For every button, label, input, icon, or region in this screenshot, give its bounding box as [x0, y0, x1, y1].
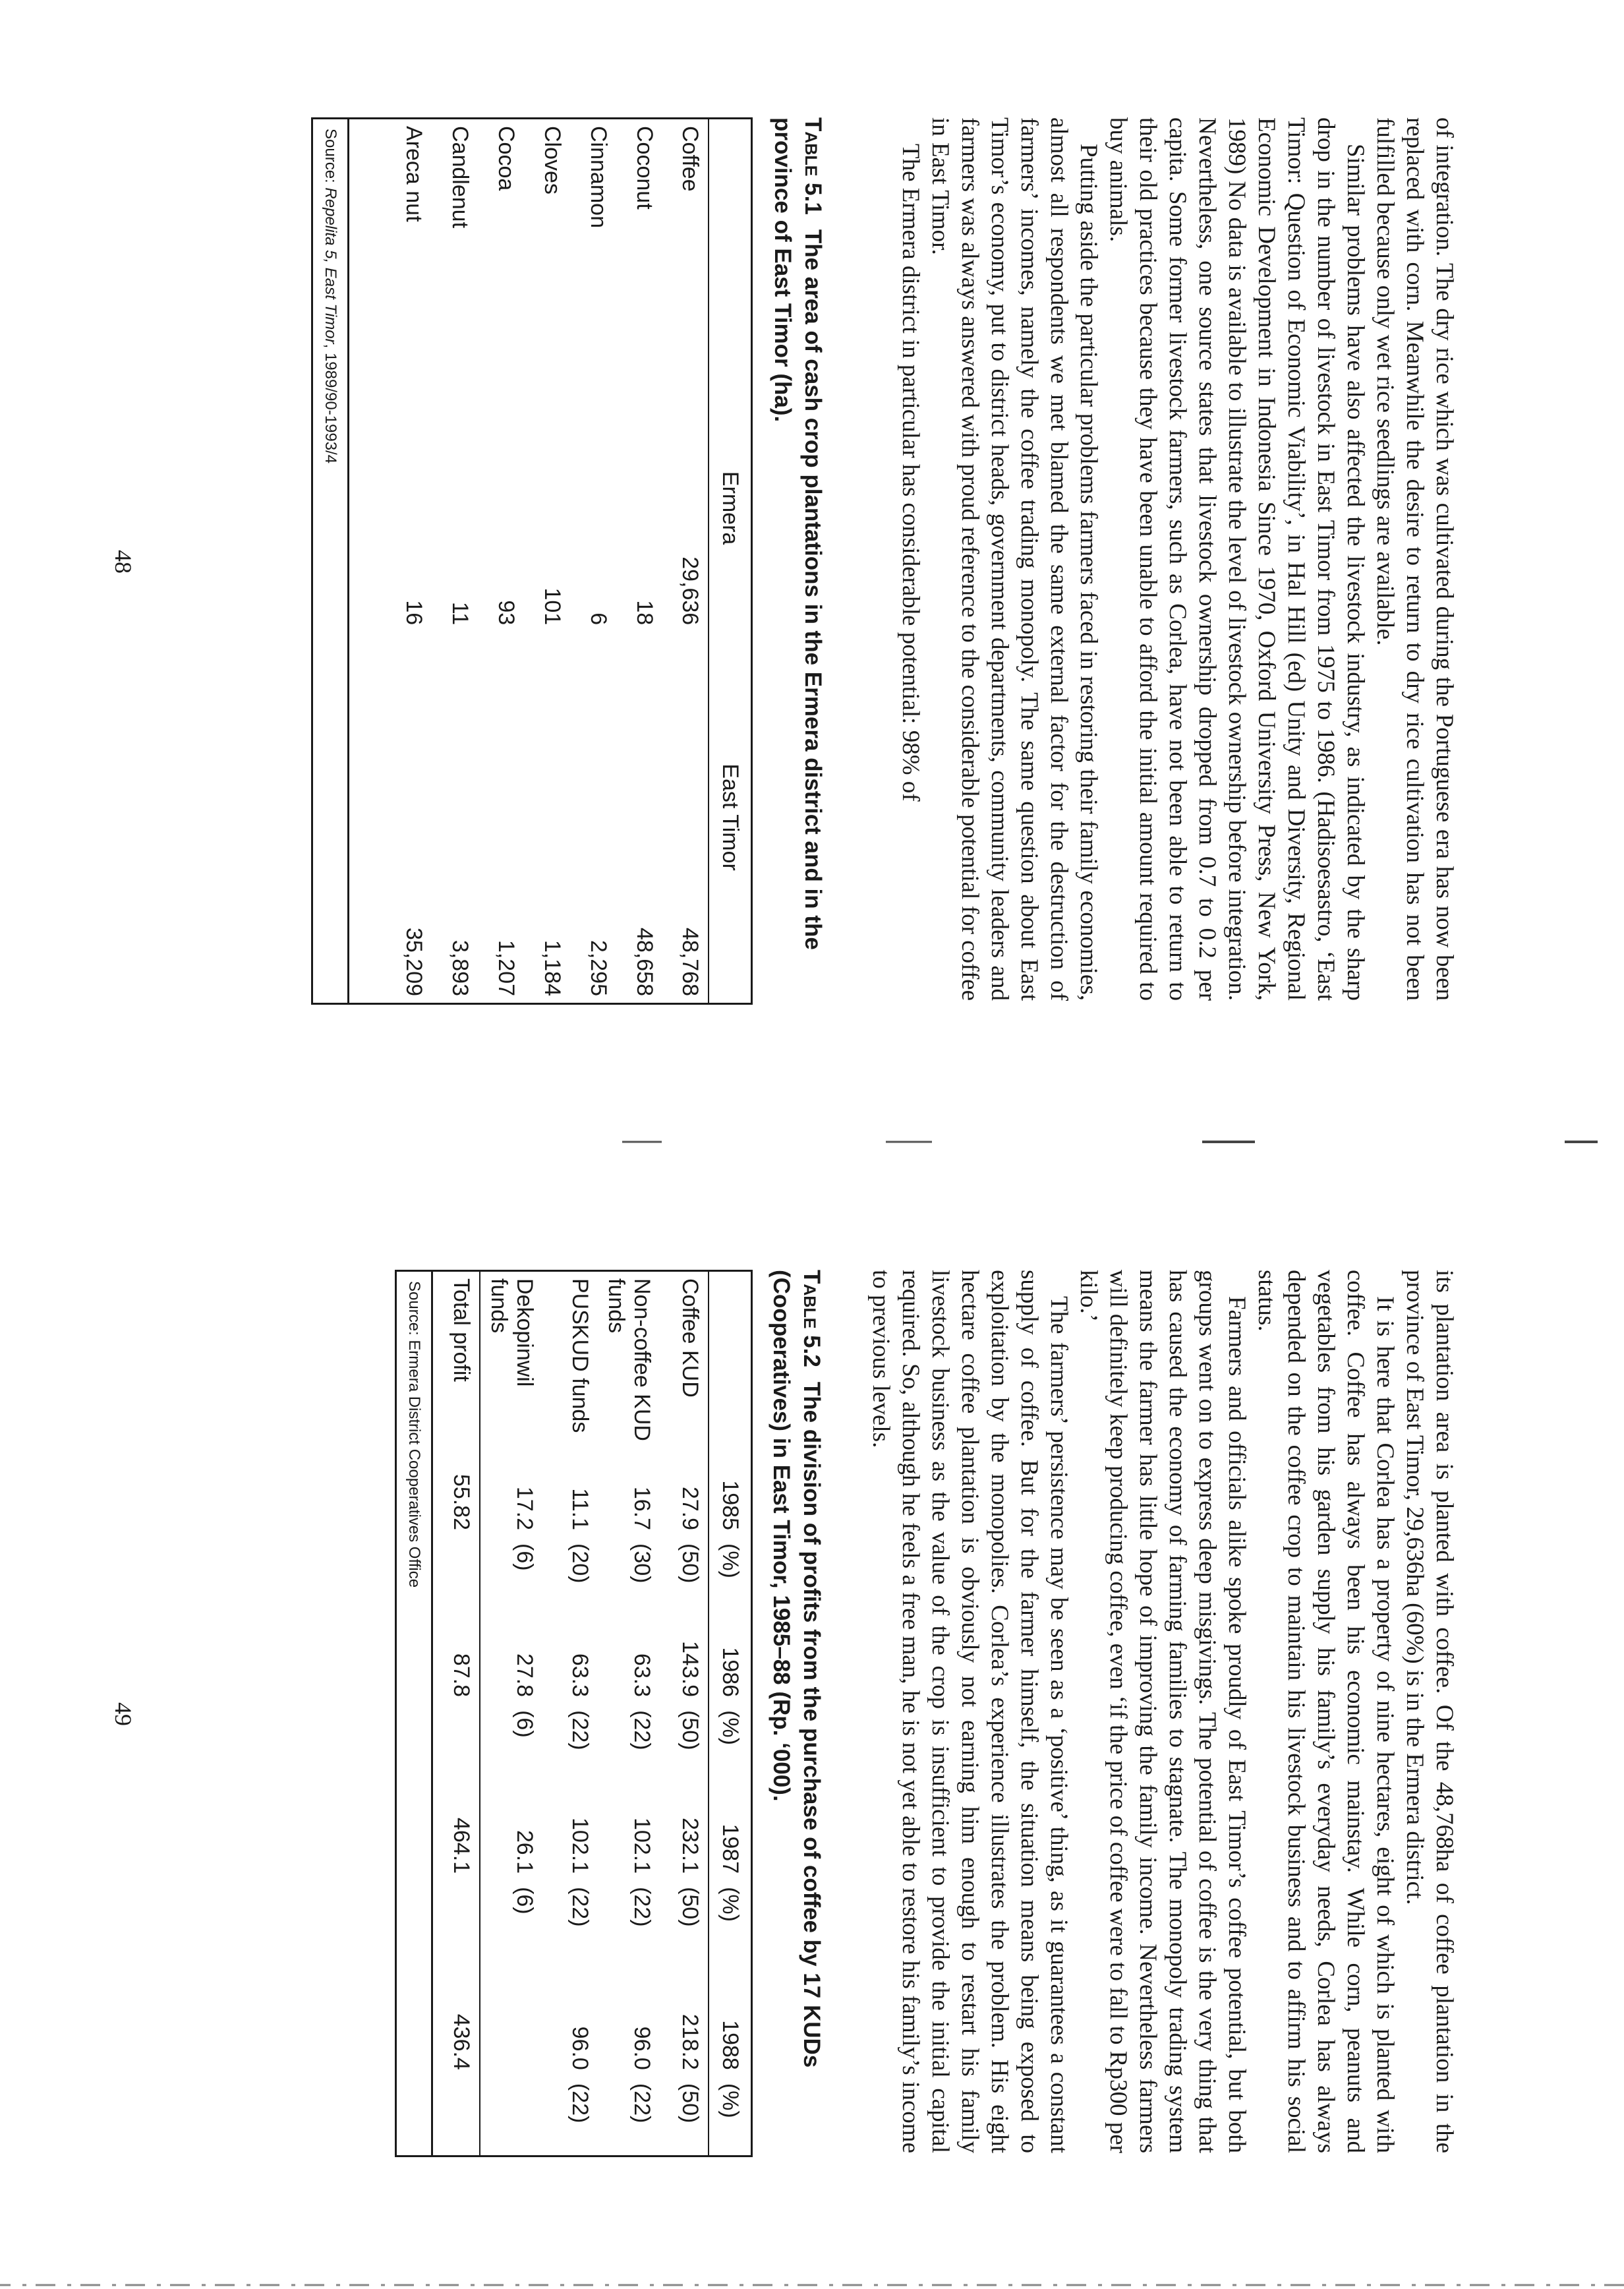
- table-source-row: [397, 1272, 433, 2155]
- cell-ermera: 101: [540, 587, 565, 626]
- cell-percent: (22): [567, 2083, 593, 2124]
- paragraph: of integration. The dry rice which was cultivated during the Portuguese era has now been replaced with corn. Meanwhile the desire to return to dry rice cultivation has not been fulfilled because only wet rice seedlings are available.: [1372, 117, 1458, 1001]
- source-title: Repelita 5, East Timor: [322, 187, 340, 344]
- cell-ermera: 6: [586, 612, 611, 626]
- table-title: The area of cash crop plantations in the Ermera district and in the province of East Timor (ha).: [770, 117, 826, 950]
- cell-percent: (6): [512, 1543, 537, 1571]
- cell-value: [480, 1959, 542, 2077]
- cell-crop: Cloves: [540, 126, 565, 194]
- cell-percent: (22): [629, 1887, 654, 1927]
- cell-crop: Areca nut: [401, 126, 426, 222]
- table-source: Source: Ermera District Cooperatives Office: [397, 1272, 433, 2155]
- cell-value: 27.9: [678, 1486, 703, 1530]
- table-source: [314, 119, 349, 1003]
- cell-value: 218.2: [678, 2013, 703, 2070]
- column-header: 1987: [718, 1824, 743, 1874]
- column-header: [709, 119, 751, 384]
- cell-percent: [432, 1880, 480, 1959]
- paragraph: Putting aside the particular problems farmers faced in restoring their family economies, almost all respondents we met blamed the same external factor for the destruction of farmers’ incomes, namely the coffee trading monopoly. The same question about East Timor’s economy, put to district heads, government departments, community leaders and farmers was always answered with proud reference to the considerable potential for coffee in East Timor.: [927, 117, 1102, 1001]
- cell-label: Dekopinwil funds: [486, 1278, 537, 1387]
- left-body-text: [896, 117, 1459, 1001]
- table-5-2: [395, 1270, 753, 2157]
- paragraph: Similar problems have also affected the livestock industry, as indicated by the sharp drop in the number of livestock in East Timor from 1975 to 1986. (Hadisoesastro, ‘East Timor: Question of Economic Viability’, in Hal Hill (ed) Unity and Diversity, Regional Economic Development in Indonesia Since 1970, Oxford University Press, New York, 1989) No data is available to illustrate the level of livestock ownership before integration. Nevertheless, one source states that livestock ownership dropped from 0.7 to 0.2 per capita. Some former livestock farmers, such as Corlea, have not been able to return to their old practices because they have been unable to afford the initial amount required to buy animals.: [1105, 117, 1369, 1001]
- page-number: 48: [110, 550, 136, 574]
- column-header: East Timor: [718, 763, 743, 871]
- cell-percent: (50): [678, 1543, 703, 1584]
- cell-value: 11.1: [567, 1488, 593, 1530]
- cell-value: 17.2: [512, 1486, 537, 1530]
- cell-east-timor: 48,768: [678, 928, 703, 996]
- cell-ermera: 29,636: [678, 556, 703, 626]
- cell-east-timor: 2,295: [586, 939, 611, 996]
- cell-value: 27.8: [512, 1653, 537, 1698]
- table-spacer-row: [349, 119, 386, 1003]
- table-5-2-caption: [766, 1270, 826, 2153]
- cell-ermera: 93: [494, 600, 519, 626]
- cell-value: 464.1: [432, 1782, 480, 1880]
- column-header: 1985: [718, 1480, 743, 1530]
- cell-percent: (50): [678, 2083, 703, 2124]
- page-number: 49: [110, 1702, 136, 1726]
- table-5-1-caption: [767, 117, 828, 1001]
- cell-value: 87.8: [432, 1615, 480, 1704]
- cell-ermera: 18: [632, 600, 657, 626]
- cell-percent: (22): [629, 2083, 654, 2124]
- table-row: [598, 1272, 660, 2155]
- table-row: [524, 119, 570, 1003]
- table-title: The division of profits from the purchase of coffee by 17 KUDs (Cooperatives) in East Timor, 1985–88 (Rp. ‘000).: [768, 1270, 825, 2068]
- table-row: [616, 119, 662, 1003]
- page-48: [0, 0, 1624, 1144]
- cell-label: Total profit: [432, 1272, 480, 1448]
- cell-percent: (22): [567, 1710, 593, 1750]
- table-row: [570, 119, 616, 1003]
- cell-crop: Coffee: [678, 126, 703, 192]
- page-49: [0, 1144, 1624, 2289]
- cell-percent: (50): [678, 1710, 703, 1750]
- cell-value: 55.82: [432, 1448, 480, 1537]
- cell-percent: (6): [512, 1887, 537, 1915]
- cell-east-timor: 35,209: [401, 928, 426, 996]
- table-row: [480, 1272, 542, 2155]
- column-header: 1988: [718, 2020, 743, 2070]
- table-number: Table 5.1: [800, 117, 826, 215]
- table-row: [542, 1272, 598, 2155]
- cell-label: PUSKUD funds: [567, 1278, 593, 1433]
- cell-percent: (6): [512, 1710, 537, 1738]
- table-row: [660, 1272, 709, 2155]
- cell-label: Non-coffee KUD funds: [604, 1278, 654, 1441]
- cell-percent: [432, 1704, 480, 1782]
- cell-ermera: 16: [401, 600, 426, 626]
- cell-value: 102.1: [629, 1817, 654, 1874]
- paragraph: its plantation area is planted with coffee. Of the 48,768ha of coffee plantation in the province of East Timor, 29,636ha (60%) is in the Ermera district.: [1401, 1270, 1458, 2153]
- table-header-row: [709, 1272, 751, 2155]
- cell-value: 16.7: [629, 1486, 654, 1530]
- right-body-text: [866, 1270, 1459, 2153]
- table-total-row: [432, 1272, 480, 2155]
- cell-ermera: 11: [448, 601, 473, 626]
- cell-value: 143.9: [678, 1641, 703, 1698]
- cell-value: 96.0: [629, 2026, 654, 2070]
- cell-percent: [432, 2077, 480, 2155]
- cell-crop: Candlenut: [448, 126, 473, 229]
- column-header: (%): [718, 1887, 743, 1922]
- table-source-row: [314, 119, 349, 1003]
- source-suffix: , 1989/90-1993/4: [322, 343, 340, 464]
- column-header: [709, 1272, 751, 1448]
- column-header: Ermera: [718, 471, 743, 545]
- table-row: [386, 119, 432, 1003]
- table-header-row: [709, 119, 751, 1003]
- cell-value: 26.1: [512, 1829, 537, 1874]
- cell-value: 102.1: [567, 1817, 593, 1874]
- cell-percent: (20): [567, 1543, 593, 1584]
- cell-percent: (22): [629, 1710, 654, 1750]
- cell-value: 96.0: [567, 2026, 593, 2070]
- cell-crop: Cinnamon: [586, 126, 611, 228]
- source-prefix: Source:: [322, 129, 340, 188]
- paragraph: The farmers’ persistence may be seen as a ‘positive’ thing, as it guarantees a constant supply of coffee. But for the farmer himself, the situation means being exposed to exploitation by the monopolies. Corlea’s experience illustrates the problem. His eight hectare coffee plantation is obviously not earning him enough to restart his family livestock business as the value of the crop is insufficient to provide the initial capital required. So, although he feels a free man, he is not yet able to restore his family’s income to previous levels.: [867, 1270, 1072, 2153]
- cell-percent: (22): [567, 1887, 593, 1927]
- cell-percent: [432, 1537, 480, 1615]
- table-row: [432, 119, 478, 1003]
- table-5-1: [312, 117, 753, 1005]
- table-row: [662, 119, 709, 1003]
- cell-value: 63.3: [629, 1653, 654, 1698]
- cell-east-timor: 1,207: [494, 939, 519, 996]
- cell-label: Coffee KUD: [678, 1278, 703, 1398]
- cell-value: 436.4: [432, 1959, 480, 2077]
- cell-percent: (50): [678, 1887, 703, 1927]
- table-row: [478, 119, 524, 1003]
- cell-percent: (30): [629, 1543, 654, 1584]
- cell-crop: Cocoa: [494, 126, 519, 191]
- paragraph: The Ermera district in particular has considerable potential: 98% of: [897, 144, 924, 802]
- column-header: (%): [718, 1543, 743, 1578]
- cell-value: 63.3: [567, 1653, 593, 1698]
- paragraph: Farmers and officials alike spoke proudly of East Timor’s coffee potential, but both groups went on to express deep misgivings. The potential of coffee is the very thing that has caused the economy of farming families to stagnate. The monopoly trading system means the farmer has little hope of improving the family income. Nevertheless farmers will definitely keep producing coffee, even ‘if the price of coffee were to fall to Rp300 per kilo.’: [1075, 1270, 1250, 2153]
- column-header: 1986: [718, 1647, 743, 1698]
- cell-east-timor: 3,893: [448, 939, 473, 996]
- column-header: (%): [718, 2083, 743, 2118]
- cell-value: 232.1: [678, 1817, 703, 1874]
- table-number: Table 5.2: [799, 1270, 825, 1367]
- cell-east-timor: 1,184: [540, 939, 565, 996]
- cell-east-timor: 48,658: [632, 928, 657, 996]
- paragraph: It is here that Corlea has a property of nine hectares, eight of which is planted with coffee. Coffee has always been his economic mainstay. While corn, peanuts and vegetables from his garden supply his family’s everyday needs, Corlea has always depended on the coffee crop to maintain his livestock business and to affirm his social status.: [1253, 1270, 1399, 2153]
- cell-percent: [480, 2077, 542, 2155]
- cell-crop: Coconut: [632, 126, 657, 210]
- column-header: (%): [718, 1710, 743, 1745]
